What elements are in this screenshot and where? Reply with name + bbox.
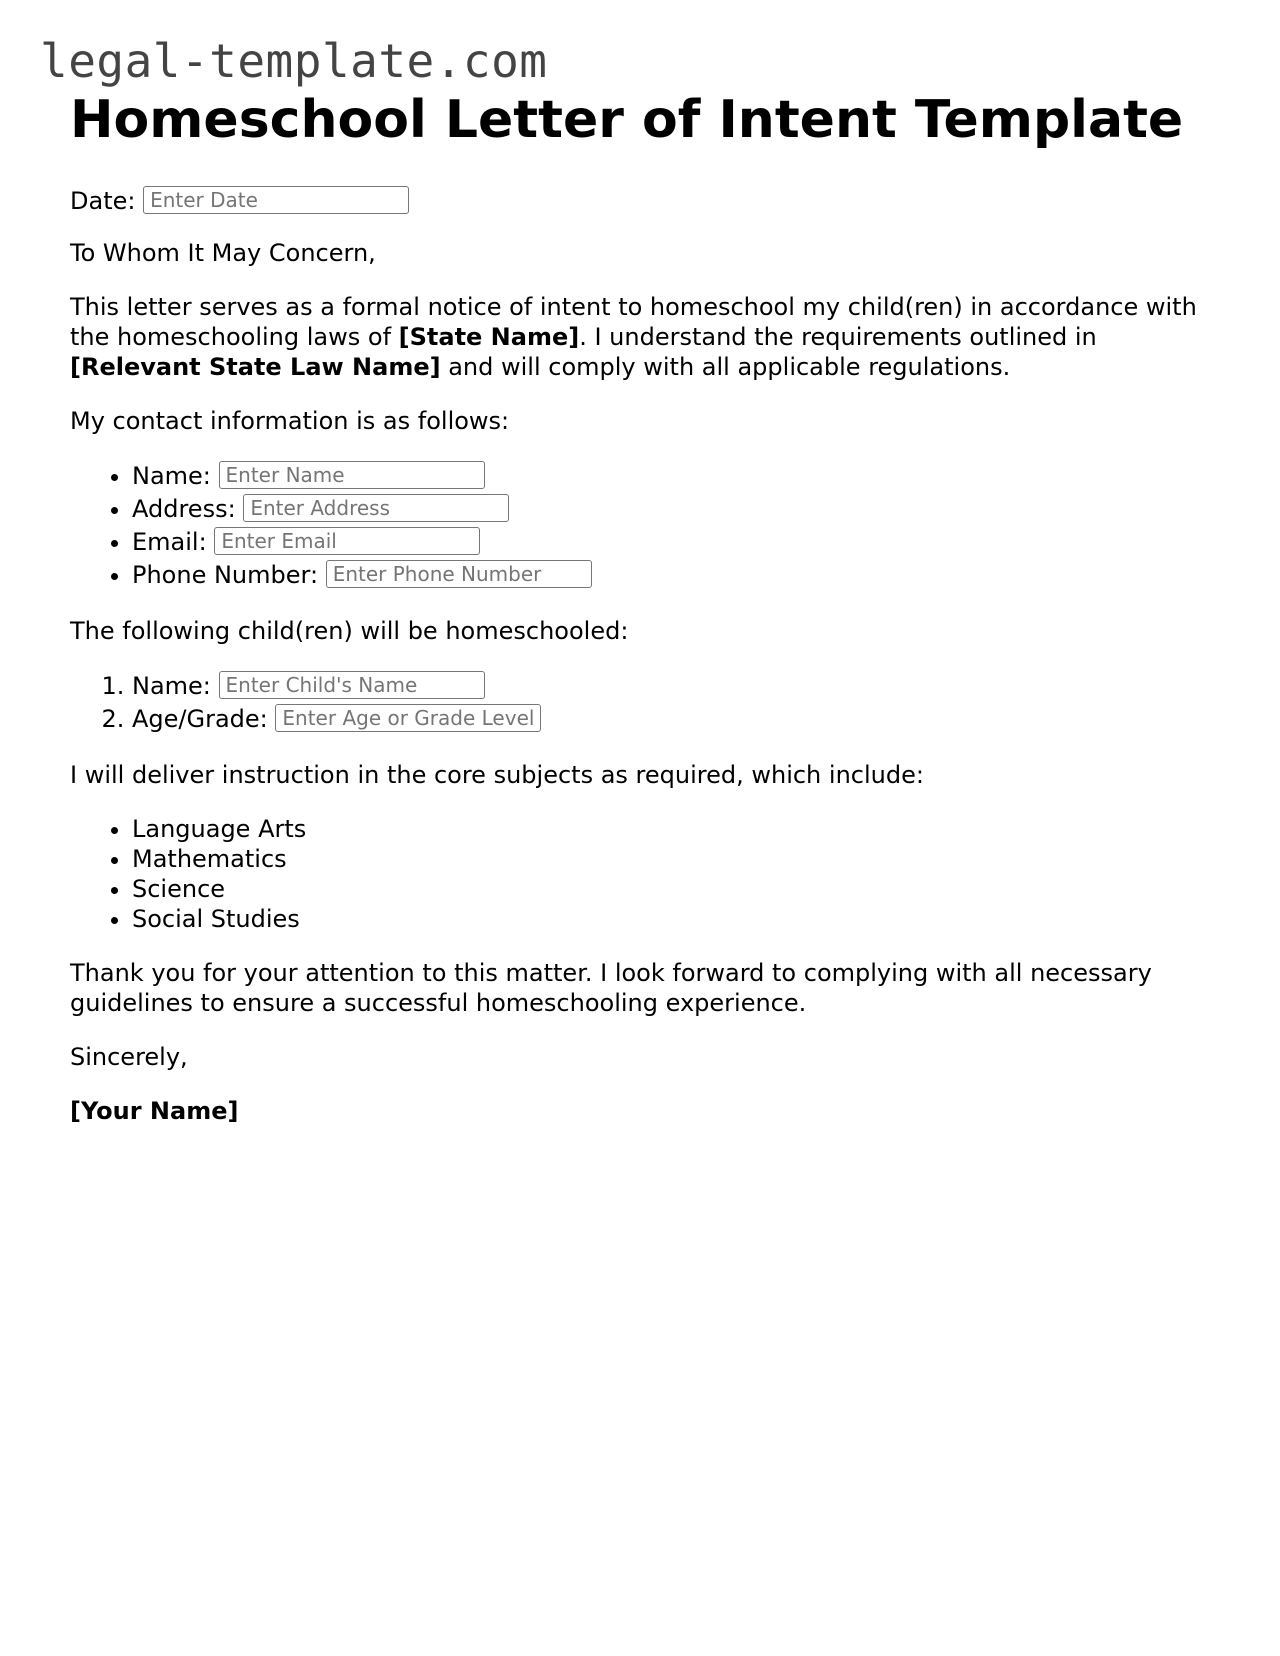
list-item [132, 559, 1220, 592]
child-name-label: Name: [132, 672, 211, 700]
contact-name-input[interactable] [219, 461, 485, 489]
subjects-list [70, 814, 1220, 934]
list-item: • Science [132, 874, 1220, 904]
list-item [132, 460, 1220, 493]
page-title: Homeschool Letter of Intent Template [70, 90, 1184, 150]
date-line [70, 186, 1220, 216]
contact-list [70, 460, 1220, 592]
state-name-placeholder: [State Name] [398, 323, 580, 351]
salutation: To Whom It May Concern, [70, 239, 376, 267]
list-item [132, 703, 1220, 736]
intro-paragraph [70, 292, 1220, 382]
sign-off: Sincerely, [70, 1043, 188, 1071]
contact-address-label: Address: [132, 495, 236, 523]
child-name-input[interactable] [219, 671, 485, 699]
signature-name: [Your Name] [70, 1097, 239, 1125]
letter-body [70, 88, 1220, 1150]
children-list [70, 670, 1220, 736]
child-age-grade-input[interactable] [275, 704, 541, 732]
intro-text-3: and will comply with all applicable regulations. [440, 353, 1011, 381]
contact-email-label: Email: [132, 528, 207, 556]
contact-phone-input[interactable] [326, 560, 592, 588]
contact-intro: My contact information is as follows: [70, 407, 510, 435]
list-item [132, 670, 1220, 703]
subjects-intro: I will deliver instruction in the core subjects as required, which include: [70, 761, 924, 789]
list-item [132, 493, 1220, 526]
date-label: Date: [70, 187, 136, 215]
list-item [132, 526, 1220, 559]
children-intro: The following child(ren) will be homeschooled: [70, 617, 629, 645]
date-input[interactable] [143, 186, 409, 214]
state-law-placeholder: [Relevant State Law Name] [70, 353, 441, 381]
intro-text-1: This letter serves as a formal notice of intent to homeschool my child(ren) in accordance with the homeschooling laws of [70, 293, 1197, 351]
intro-text-2: . I understand the requirements outlined in [579, 323, 1097, 351]
signature [70, 1096, 1220, 1126]
list-item: • Language Arts [132, 814, 1220, 844]
watermark: legal-template.com [40, 34, 548, 88]
child-age-grade-label: Age/Grade: [132, 705, 268, 733]
contact-phone-label: Phone Number: [132, 561, 319, 589]
contact-email-input[interactable] [214, 527, 480, 555]
closing-paragraph: Thank you for your attention to this matter. I look forward to complying with all necessary guidelines to ensure a successful homeschooling experience. [70, 959, 1152, 1017]
contact-name-label: Name: [132, 462, 211, 490]
contact-address-input[interactable] [243, 494, 509, 522]
list-item: • Mathematics [132, 844, 1220, 874]
list-item: • Social Studies [132, 904, 1220, 934]
